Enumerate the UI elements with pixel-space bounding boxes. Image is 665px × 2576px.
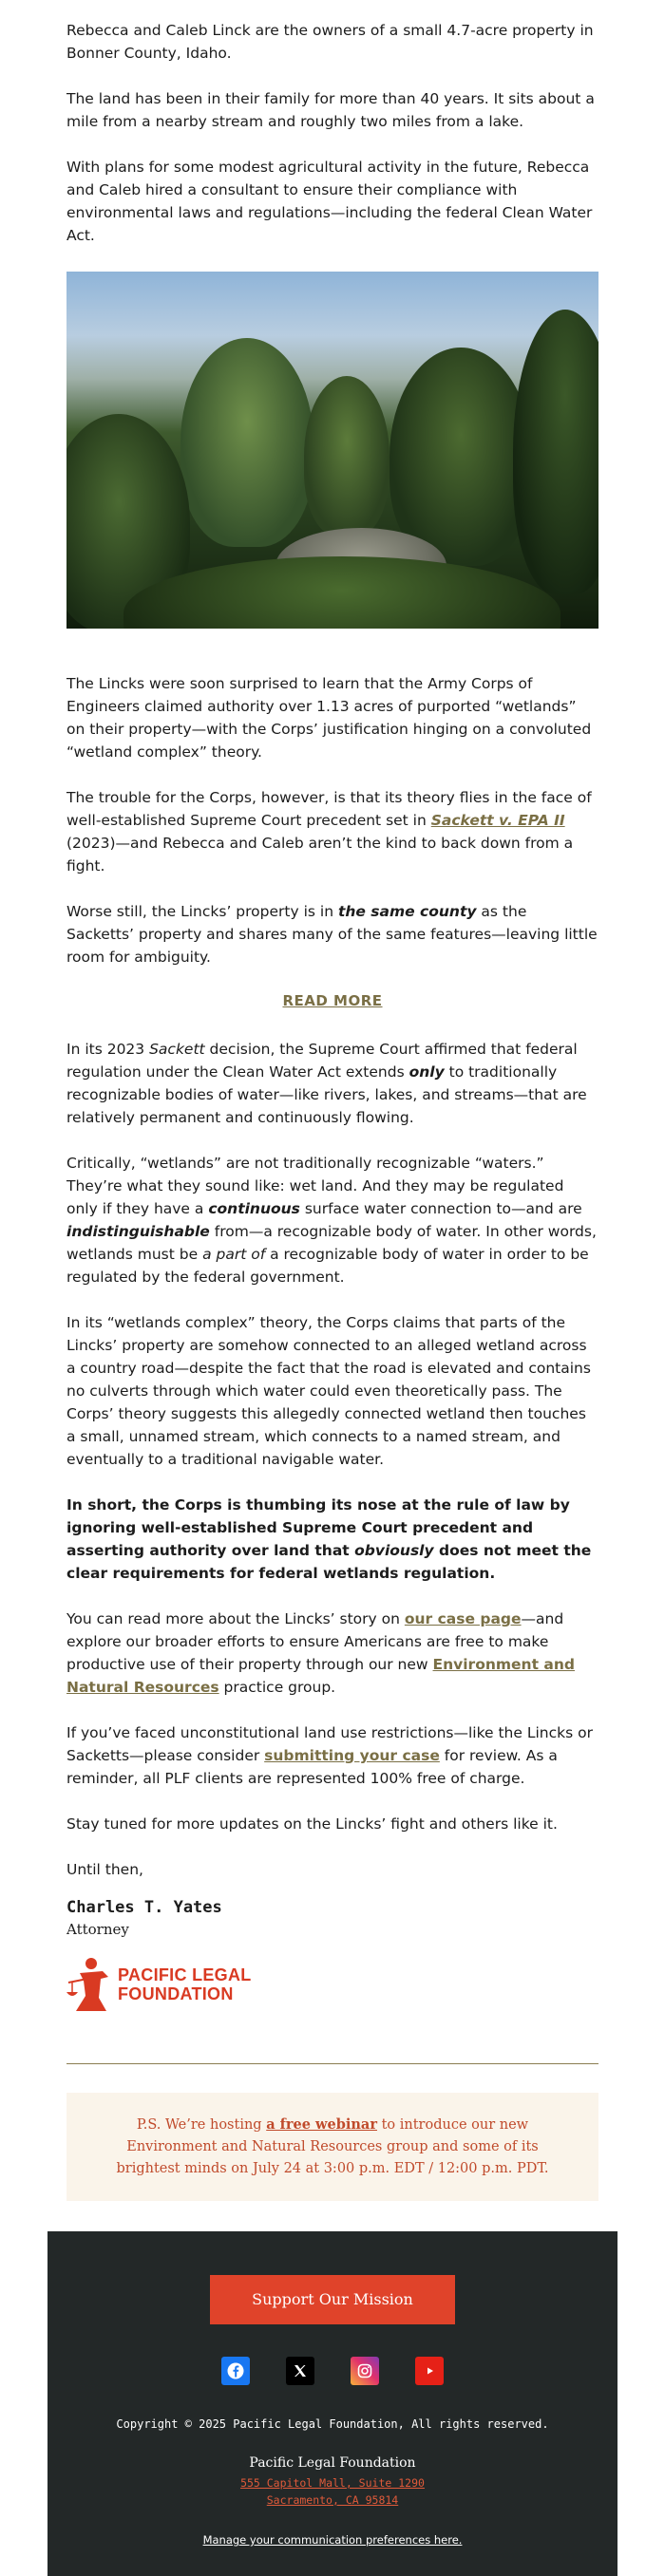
body-paragraph-4: In its 2023 Sackett decision, the Supreme Court affirmed that federal regulation under the Clean Water Act extends only to traditionally recognizable bodies of water—like rivers, lakes, and streams—that are relatively permanent and continuously flowing. xyxy=(66,1041,587,1126)
address-line-1: 555 Capitol Mall, Suite 1290 xyxy=(240,2476,425,2490)
lady-justice-icon xyxy=(66,1954,112,2015)
body-paragraph-1: The Lincks were soon surprised to learn that the Army Corps of Engineers claimed authority over 1.13 acres of purported “wetlands” on their property—with the Corps’ justification hinging on a convoluted “wetland complex” theory. xyxy=(66,675,592,761)
footer-address[interactable] xyxy=(66,2474,598,2509)
logo-line-2: FOUNDATION xyxy=(118,1984,234,2003)
submit-case-link[interactable]: submitting your case xyxy=(264,1747,440,1764)
manage-preferences-link[interactable]: Manage your communication preferences here. xyxy=(202,2533,463,2547)
social-links xyxy=(66,2357,598,2385)
email-footer xyxy=(48,2231,618,2576)
environment-practice-link[interactable]: Environment and Natural Resources xyxy=(66,1656,575,1696)
logo-line-1: PACIFIC LEGAL xyxy=(118,1965,252,1984)
closing-line: Until then, xyxy=(66,1861,143,1878)
ps-box: P.S. We’re hosting a free webinar to introduce our new Environment and Natural Resources group and some of its brightest minds on July 24 at 3:00 p.m. EDT / 12:00 p.m. PDT. xyxy=(66,2093,598,2201)
body-paragraph-5: Critically, “wetlands” are not traditionally recognizable “waters.” They’re what they sound like: wet land. And they may be regulated only if they have a continuous surface water connection to—and are indistinguishable from—a recognizable body of water. In other words, wetlands must be a part of a recognizable body of water in order to be regulated by the federal government. xyxy=(66,1155,597,1286)
support-mission-button[interactable]: Support Our Mission xyxy=(210,2275,455,2324)
intro-paragraph-2: The land has been in their family for more than 40 years. It sits about a mile from a nearby stream and roughly two miles from a lake. xyxy=(66,90,595,130)
copyright-text: Copyright © 2025 Pacific Legal Foundation, All rights reserved. xyxy=(116,2417,549,2431)
body-paragraph-7: In short, the Corps is thumbing its nose at the rule of law by ignoring well-established Supreme Court precedent and asserting authority over land that obviously does not meet the clear requirements for federal wetlands regulation. xyxy=(66,1496,592,1582)
logo-wordmark xyxy=(118,1965,252,2003)
body-paragraph-2: The trouble for the Corps, however, is that its theory flies in the face of well-established Supreme Court precedent set in Sackett v. EPA II (2023)—and Rebecca and Caleb aren’t the kind to back down from a fight. xyxy=(66,789,592,874)
body-paragraph-9: If you’ve faced unconstitutional land use restrictions—like the Lincks or Sacketts—please consider submitting your case for review. As a reminder, all PLF clients are represented 100% free of charge. xyxy=(66,1724,593,1787)
property-photo xyxy=(66,272,598,629)
youtube-icon[interactable] xyxy=(415,2357,444,2385)
body-paragraph-6: In its “wetlands complex” theory, the Corps claims that parts of the Lincks’ property are somehow connected to an alleged wetland across a country road—despite the fact that the road is elevated and contains no culverts through which water could even theoretically pass. The Corps’ theory suggests this allegedly connected wetland then touches a small, unnamed stream, which connects to a named stream, and eventually to a traditional navigable water. xyxy=(66,1314,591,1468)
signature-title: Attorney xyxy=(66,1921,129,1938)
intro-paragraph-1: Rebecca and Caleb Linck are the owners of a small 4.7-acre property in Bonner County, Idaho. xyxy=(66,22,594,62)
x-icon[interactable] xyxy=(286,2357,314,2385)
read-more-link[interactable]: READ MORE xyxy=(282,992,383,1009)
instagram-icon[interactable] xyxy=(351,2357,379,2385)
body-paragraph-3: Worse still, the Lincks’ property is in the same county as the Sacketts’ property and shares many of the same features—leaving little room for ambiguity. xyxy=(66,903,598,966)
read-more-wrap xyxy=(66,991,598,1009)
sackett-case-link[interactable]: Sackett v. EPA II xyxy=(430,812,565,829)
signature-name: Charles T. Yates xyxy=(66,1898,222,1917)
body-paragraph-10: Stay tuned for more updates on the Lincks’ fight and others like it. xyxy=(66,1815,558,1833)
plf-logo xyxy=(66,1951,598,2018)
body-paragraph-8: You can read more about the Lincks’ story on our case page—and explore our broader efforts to ensure Americans are free to make productive use of their property through our new Environment and Natural Resources practice group. xyxy=(66,1610,575,1696)
address-line-2: Sacramento, CA 95814 xyxy=(266,2493,399,2507)
section-divider xyxy=(66,2063,598,2064)
case-page-link[interactable]: our case page xyxy=(404,1610,522,1627)
intro-paragraph-3: With plans for some modest agricultural activity in the future, Rebecca and Caleb hired a consultant to ensure their compliance with environmental laws and regulations—including the federal Clean Water Act. xyxy=(66,159,593,244)
footer-org-name: Pacific Legal Foundation xyxy=(249,2455,416,2471)
facebook-icon[interactable] xyxy=(221,2357,250,2385)
webinar-link[interactable]: a free webinar xyxy=(266,2116,377,2133)
